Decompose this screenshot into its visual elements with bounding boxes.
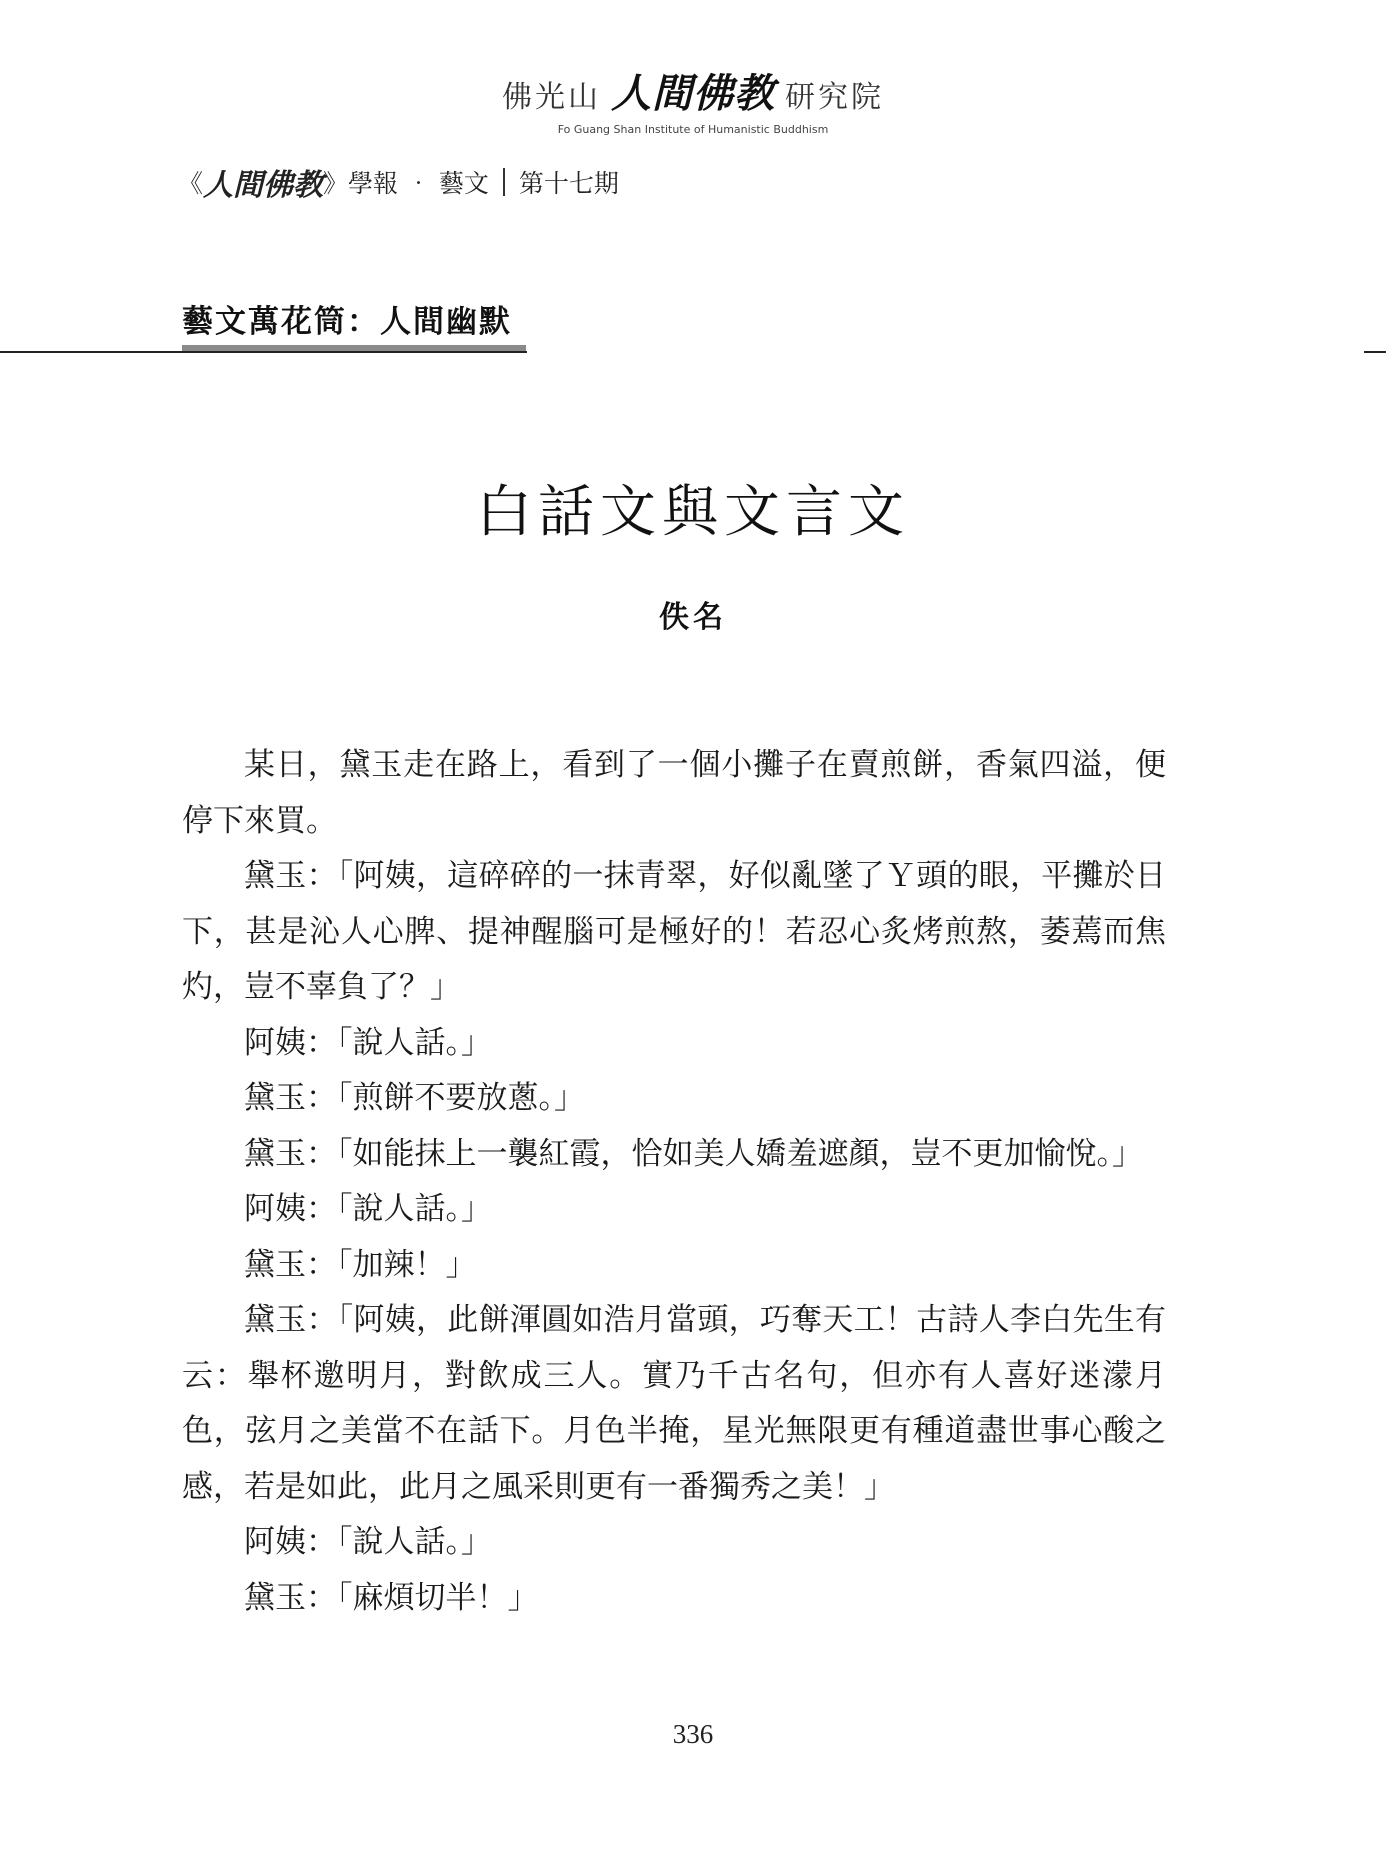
institute-suffix: 研究院 (785, 80, 884, 115)
section-heading: 藝文萬花筒：人間幽默 (182, 304, 512, 340)
paragraph: 某日，黛玉走在路上，看到了一個小攤子在賣煎餅，香氣四溢，便停下來買。 (182, 747, 1166, 839)
article-body (182, 738, 1166, 1626)
paragraph: 黛玉：「阿姨，這碎碎的一抹青翠，好似亂墜了Ｙ頭的眼，平攤於日下，甚是沁人心脾、提神醒腦可是極好的！若忍心炙烤煎熬，萎蔫而焦灼，豈不辜負了？」 (182, 858, 1166, 1005)
journal-header (178, 160, 619, 204)
paragraph: 阿姨：「說人話。」 (244, 1191, 492, 1227)
paragraph: 黛玉：「煎餅不要放蔥。」 (244, 1080, 585, 1116)
paragraph: 阿姨：「說人話。」 (244, 1524, 492, 1560)
institute-header (0, 62, 1386, 136)
institute-name (0, 62, 1386, 119)
paragraph: 黛玉：「麻煩切半！」 (244, 1579, 539, 1616)
header-rule-left (0, 351, 527, 353)
paragraph: 黛玉：「加辣！」 (244, 1246, 477, 1283)
institute-english-name: Fo Guang Shan Institute of Humanistic Buddhism (557, 123, 829, 136)
paragraph: 阿姨：「說人話。」 (244, 1024, 492, 1061)
journal-open-bracket: 《 (178, 169, 204, 198)
institute-logo: 人間佛教 (611, 70, 775, 117)
journal-logo: 人間佛教 (203, 168, 324, 203)
header-rule-right (1364, 351, 1386, 353)
article-author: 佚名 (659, 600, 727, 635)
journal-issue: 第十七期 (518, 169, 619, 198)
institute-prefix: 佛光山 (502, 80, 601, 115)
journal-separator (503, 168, 505, 196)
paragraph: 黛玉：「阿姨，此餅渾圓如浩月當頭，巧奪天工！古詩人李白先生有云：舉杯邀明月，對飲成三人。實乃千古名句，但亦有人喜好迷濛月色，弦月之美當不在話下。月色半掩，星光無限更有種道盡世事心酸之感，若是如此，此月之風采則更有一番獨秀之美！」 (182, 1302, 1166, 1505)
journal-title-rest: 》學報 ‧ 藝文 (323, 169, 489, 198)
paragraph: 黛玉：「如能抹上一襲紅霞，恰如美人嬌羞遮顏，豈不更加愉悅。」 (244, 1135, 1143, 1172)
article-title: 白話文與文言文 (476, 480, 910, 545)
page-number: 336 (672, 1719, 714, 1749)
